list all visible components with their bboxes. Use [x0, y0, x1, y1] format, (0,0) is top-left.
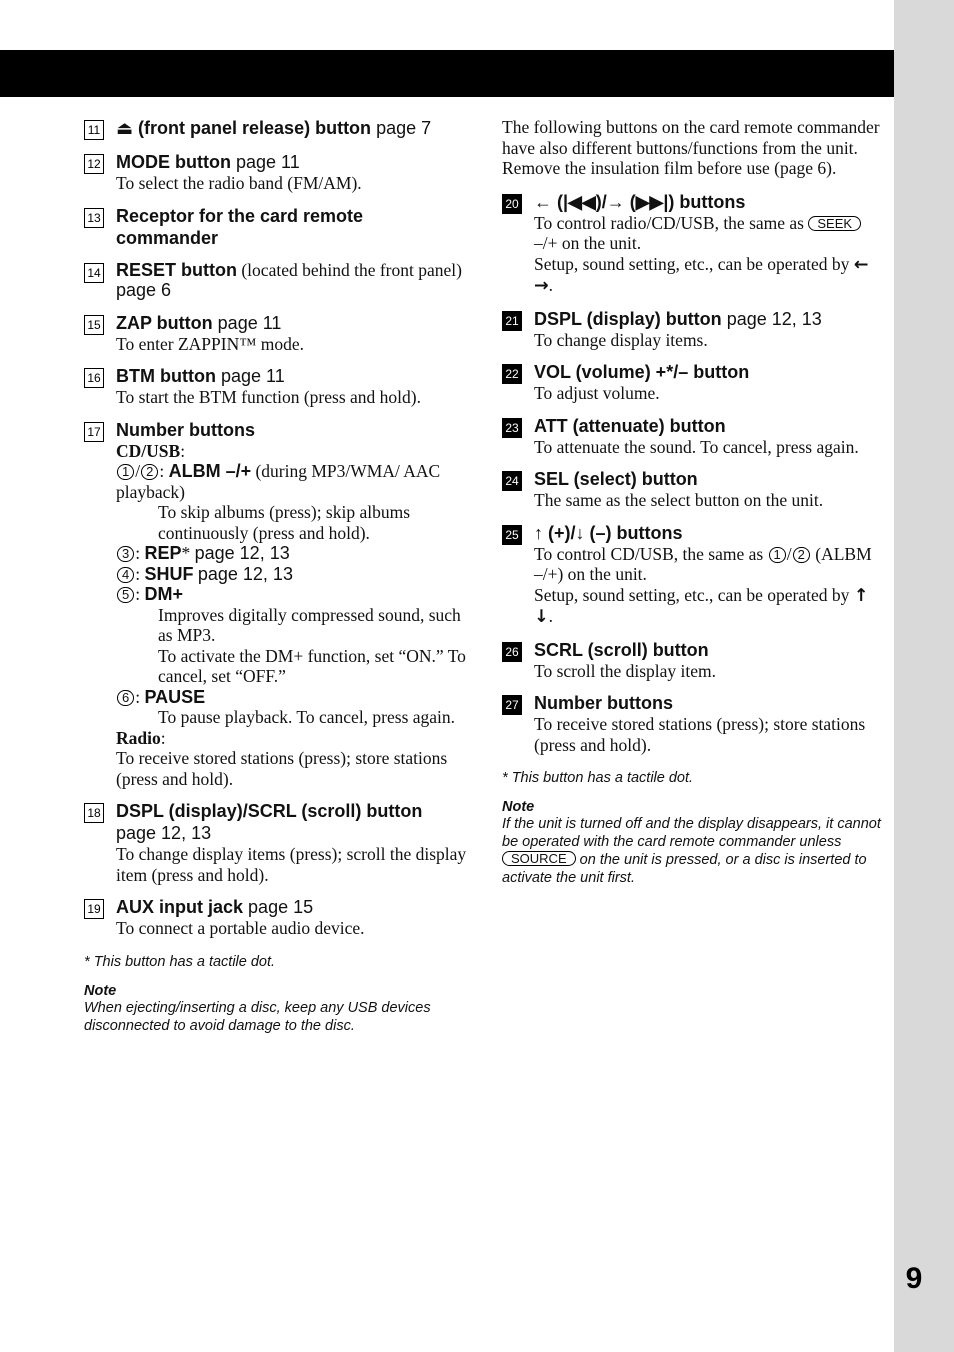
item-title: Number buttons: [534, 693, 673, 713]
note-text: [502, 815, 882, 887]
item-number: 16: [84, 368, 104, 388]
item-number: 11: [84, 120, 104, 140]
setup-description: Setup, sound setting, etc., can be operated by: [534, 584, 850, 605]
entry-25: [502, 522, 882, 628]
item-number: 12: [84, 154, 104, 174]
item-description: To change display items.: [534, 329, 708, 350]
item-description: (located behind the front panel): [241, 259, 462, 280]
item-number: 19: [84, 899, 104, 919]
item-title: DSPL (display) button: [534, 308, 722, 329]
radio-label: Radio: [116, 727, 161, 748]
entry-27: [502, 692, 882, 755]
item-number: 17: [84, 422, 104, 442]
note-label: Note: [502, 799, 535, 815]
key-5: 5: [117, 587, 134, 603]
item-description: The same as the select button on the unit.: [534, 490, 824, 510]
page-ref: page 11: [220, 366, 285, 386]
note-text-a: If the unit is turned off and the display disappears, it cannot be operated with the card remote commander unless: [502, 816, 881, 850]
entry-13: [84, 205, 468, 249]
item-description-end: –/+ on the unit.: [534, 233, 642, 253]
item-title: MODE button: [116, 152, 231, 172]
pause-label: PAUSE: [144, 686, 206, 707]
item-number: 26: [502, 642, 522, 662]
pause-description: To pause playback. To cancel, press again.: [158, 707, 456, 727]
note-text-b: on the unit is pressed, or a disc is inserted to activate the unit first.: [502, 852, 867, 886]
item-description: To adjust volume.: [534, 383, 660, 403]
item-description: To change display items (press); scroll the display item (press and hold).: [116, 844, 467, 885]
left-right-arrow-icon: ← →: [534, 254, 869, 296]
item-description: To control CD/USB, the same as: [534, 543, 764, 564]
up-down-arrow-icon: ↑ ↓: [534, 585, 869, 627]
item-number: 14: [84, 263, 104, 283]
key-1: 1: [117, 464, 134, 480]
item-title: SEL (select) button: [534, 469, 698, 489]
entry-19: [84, 896, 468, 939]
item-description-end: (ALBM –/+) on the unit.: [534, 543, 872, 584]
page-ref: page 11: [217, 312, 282, 333]
key-2: 2: [141, 464, 158, 480]
item-title: SCRL (scroll) button: [534, 639, 709, 660]
entry-24: [502, 468, 882, 511]
item-number: 22: [502, 364, 522, 384]
footnote-star: *: [84, 953, 90, 970]
eject-icon: ⏏: [116, 118, 134, 139]
item-title: RESET button: [116, 259, 237, 280]
source-key: SOURCE: [502, 851, 576, 866]
footnote-text: This button has a tactile dot.: [93, 953, 276, 970]
item-title: Receptor for the card remote commander: [116, 205, 364, 248]
radio-description: To receive stored stations (press); store stations (press and hold).: [116, 748, 448, 789]
item-title: (front panel release) button: [138, 118, 372, 138]
rep-label: REP: [144, 543, 182, 563]
item-description: To select the radio band (FM/AM).: [116, 173, 362, 193]
page-ref: page 12, 13: [197, 563, 293, 584]
key-3: 3: [117, 546, 134, 562]
entry-23: [502, 415, 882, 458]
item-title: AUX input jack: [116, 897, 244, 917]
item-title: ATT (attenuate) button: [534, 415, 726, 436]
seek-key: SEEK: [808, 216, 861, 231]
footnote: [84, 953, 468, 971]
entry-18: [84, 800, 468, 885]
item-number: 23: [502, 418, 522, 438]
albm-description: To skip albums (press); skip albums continuously (press and hold).: [158, 502, 411, 543]
period: .: [548, 275, 554, 295]
item-number: 13: [84, 208, 104, 228]
page-ref: page 12, 13: [194, 543, 290, 563]
item-number: 25: [502, 525, 522, 545]
footnote-text: This button has a tactile dot.: [511, 770, 694, 786]
note-label: Note: [84, 982, 117, 999]
right-column: [502, 117, 882, 887]
dm-instructions: To activate the DM+ function, set “ON.” To cancel, set “OFF.”: [158, 645, 466, 686]
shuf-label: SHUF: [144, 563, 194, 584]
note-text: When ejecting/inserting a disc, keep any USB devices disconnected to avoid damage to the disc.: [84, 999, 431, 1034]
item-number: 18: [84, 803, 104, 823]
item-title: BTM button: [116, 366, 216, 386]
page-ref: page 12, 13: [116, 823, 212, 843]
page-ref: page 15: [248, 897, 314, 917]
entry-15: [84, 312, 468, 355]
page-ref: page 7: [376, 118, 432, 138]
header-bar: [0, 50, 894, 97]
page-ref: page 6: [116, 280, 172, 300]
rep-star: *: [181, 543, 191, 563]
entry-22: [502, 361, 882, 404]
item-description: To start the BTM function (press and hold).: [116, 387, 421, 407]
slash: /: [786, 543, 792, 564]
albm-note: (during MP3/WMA/ AAC playback): [116, 461, 441, 502]
item-number: 24: [502, 471, 522, 491]
footnote: [502, 769, 882, 787]
key-2: 2: [793, 547, 810, 563]
entry-14: [84, 260, 468, 301]
page-ref: page 12, 13: [726, 308, 822, 329]
entry-17: 17 Number buttons CD/USB: 1 / 2 : ALBM –/+ (during MP3/WMA/ AAC playback) To skip albums (press); skip albums continuously (press and hold). 3 : REP* page 12, 13 4 : SHUF page 12, 13 5 : DM+ Improves digitally compressed sound, such as MP3. To activate the DM+ function, set “ON.” To cancel, set “OFF.” 6 : PAUSE To pause playback. To cancel, press again. Radio: To receive stored stations (press); store stations (press and hold).: [84, 419, 468, 790]
item-title: ↑ (+)/↓ (–) buttons: [534, 522, 683, 543]
entry-20: [502, 191, 882, 297]
entry-11: [84, 117, 468, 140]
item-title: ZAP button: [116, 312, 213, 333]
entry-12: [84, 151, 468, 194]
dm-label: DM+: [144, 584, 183, 604]
period: .: [548, 606, 554, 626]
footnote-star: *: [502, 770, 508, 786]
item-description: To receive stored stations (press); store stations (press and hold).: [534, 714, 866, 755]
page-side-tab: [894, 0, 954, 1352]
key-4: 4: [117, 567, 134, 583]
item-description: To attenuate the sound. To cancel, press again.: [534, 436, 859, 457]
albm-label: ALBM –/+: [168, 461, 252, 481]
entry-21: [502, 308, 882, 351]
item-number: 27: [502, 695, 522, 715]
item-description: To scroll the display item.: [534, 660, 717, 681]
item-number: 21: [502, 311, 522, 331]
item-title: DSPL (display)/SCRL (scroll) button: [116, 801, 423, 821]
key-1: 1: [769, 547, 786, 563]
item-title: Number buttons: [116, 419, 255, 440]
item-number: 20: [502, 194, 522, 214]
key-6: 6: [117, 690, 134, 706]
page-number: 9: [905, 1262, 923, 1295]
item-description: To control radio/CD/USB, the same as: [534, 212, 804, 233]
setup-description: Setup, sound setting, etc., can be operated by: [534, 253, 850, 274]
entry-16: [84, 365, 468, 408]
item-title: VOL (volume) +*/– button: [534, 362, 750, 382]
item-description: To connect a portable audio device.: [116, 918, 365, 938]
intro-text: The following buttons on the card remote commander have also different buttons/functions from the unit. Remove the insulation film before use (page 6).: [502, 117, 880, 178]
item-description: To enter ZAPPIN™ mode.: [116, 333, 304, 354]
page-ref: page 11: [236, 152, 300, 172]
left-column: [84, 117, 468, 1035]
dm-description: Improves digitally compressed sound, such as MP3.: [158, 604, 461, 645]
item-number: 15: [84, 315, 104, 335]
item-title: ← (|◀◀)/→ (▶▶|) buttons: [534, 191, 746, 212]
entry-26: [502, 639, 882, 682]
cdusb-label: CD/USB: [116, 440, 181, 461]
